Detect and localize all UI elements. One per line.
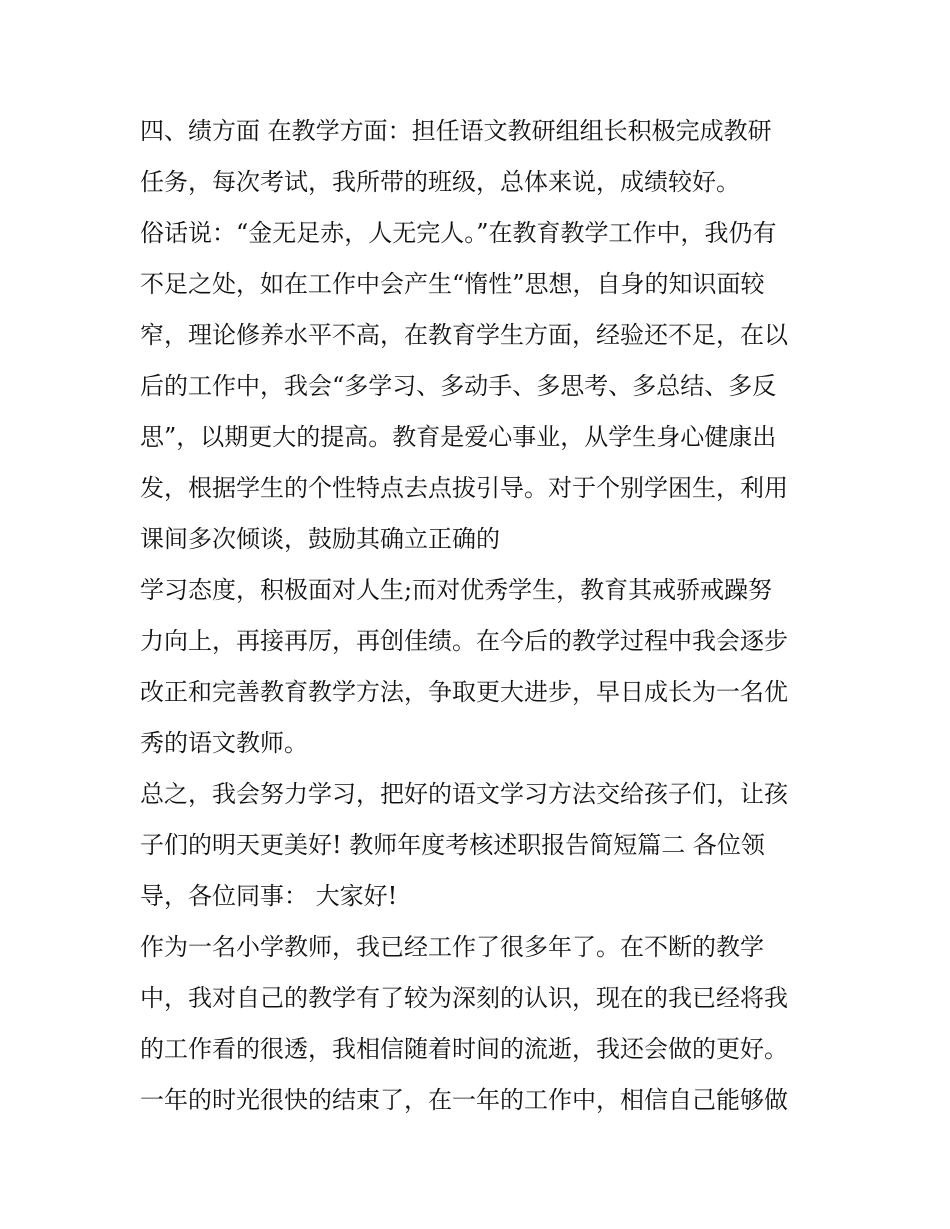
text-line-3: 俗话说：“金无足赤，人无完人。”在教育教学工作中，我仍有: [140, 219, 777, 247]
text-line-11: 力向上，再接再厉，再创佳绩。在今后的教学过程中我会逐步: [140, 627, 788, 655]
text-line-8: 发，根据学生的个性特点去点拔引导。对于个别学困生，利用: [140, 474, 788, 502]
text-line-20: 一年的时光很快的结束了，在一年的工作中，相信自己能够做: [140, 1086, 788, 1114]
text-line-19: 的工作看的很透，我相信随着时间的流逝，我还会做的更好。: [140, 1035, 788, 1063]
text-line-5: 窄，理论修养水平不高，在教育学生方面，经验还不足，在以: [140, 321, 788, 349]
text-line-10: 学习态度，积极面对人生;而对优秀学生，教育其戒骄戒躁努: [140, 576, 773, 604]
text-line-2: 任务，每次考试，我所带的班级，总体来说，成绩较好。: [140, 168, 740, 196]
text-line-9: 课间多次倾谈，鼓励其确立正确的: [140, 525, 500, 553]
text-line-7: 思”，以期更大的提高。教育是爱心事业，从学生身心健康出: [140, 423, 777, 451]
document-body: [140, 106, 820, 1126]
text-line-14: 总之，我会努力学习，把好的语文学习方法交给孩子们，让孩: [140, 780, 788, 808]
text-line-16: 导，各位同事： 大家好!: [140, 882, 398, 910]
text-line-12: 改正和完善教育教学方法，争取更大进步，早日成长为一名优: [140, 678, 788, 706]
text-line-13: 秀的语文教师。: [140, 729, 308, 757]
text-line-1: 四、绩方面 在教学方面：担任语文教研组组长积极完成教研: [140, 117, 772, 145]
text-line-4: 不足之处，如在工作中会产生“惰性”思想，自身的知识面较: [140, 270, 765, 298]
text-line-15: 子们的明天更美好! 教师年度考核述职报告简短篇二 各位领: [140, 831, 765, 859]
text-line-6: 后的工作中，我会“多学习、多动手、多思考、多总结、多反: [140, 372, 777, 400]
text-line-18: 中，我对自己的教学有了较为深刻的认识，现在的我已经将我: [140, 984, 788, 1012]
text-line-17: 作为一名小学教师，我已经工作了很多年了。在不断的教学: [140, 933, 764, 961]
